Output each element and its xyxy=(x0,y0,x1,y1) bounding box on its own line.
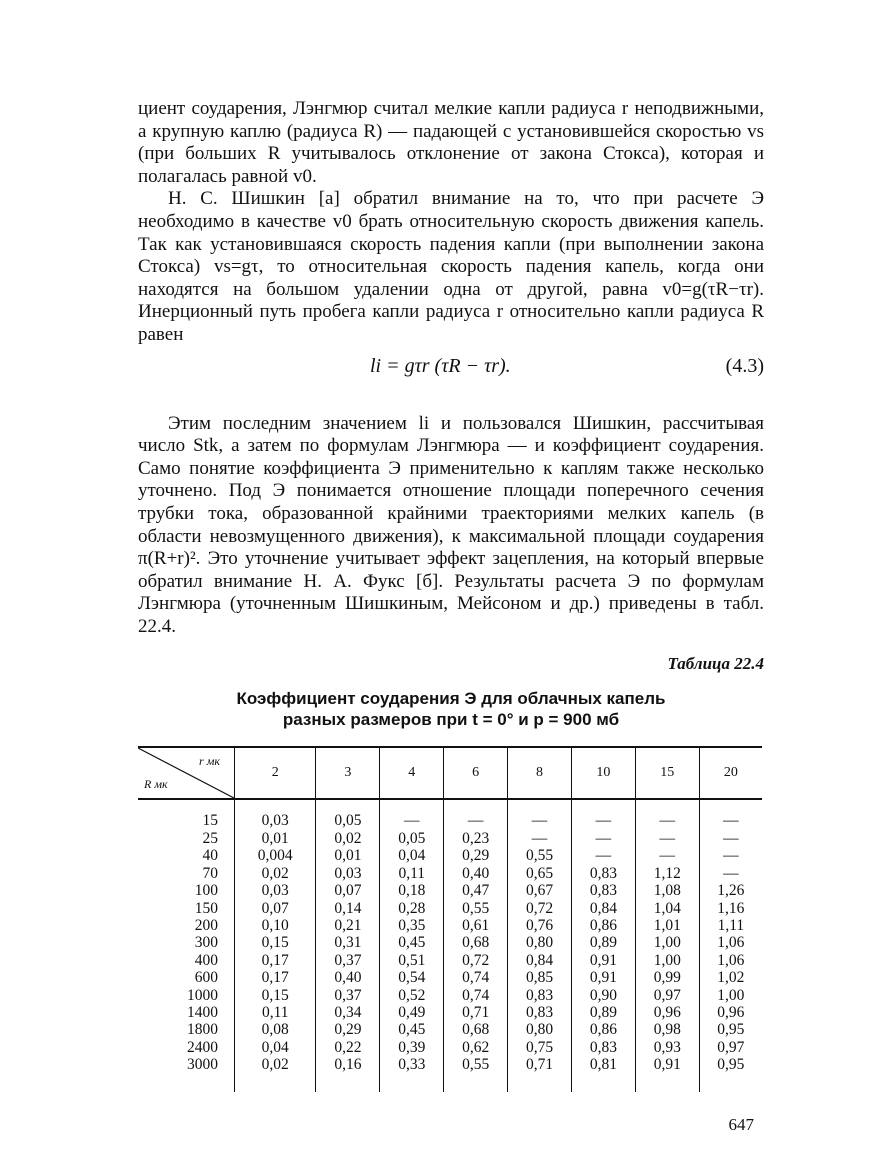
table-cell: — xyxy=(571,830,635,847)
table-cell: 0,97 xyxy=(699,1039,762,1056)
table-cell: 0,45 xyxy=(380,1021,444,1038)
table-row xyxy=(138,917,762,934)
table-cell: 0,80 xyxy=(508,934,572,951)
table-cell: 0,81 xyxy=(571,1056,635,1091)
table-row xyxy=(138,865,762,882)
table-cell: 0,34 xyxy=(316,1004,380,1021)
collision-coefficient-table xyxy=(138,746,762,1091)
table-cell: — xyxy=(635,799,699,829)
table-cell: 0,74 xyxy=(444,969,508,986)
table-row xyxy=(138,987,762,1004)
formula-expression: li = gτr (τR − τr). xyxy=(370,354,511,377)
table-cell: 0,83 xyxy=(571,882,635,899)
table-cell: 0,83 xyxy=(508,987,572,1004)
table-cell: 0,55 xyxy=(508,847,572,864)
table-cell: 0,55 xyxy=(444,900,508,917)
table-cell: 0,40 xyxy=(444,865,508,882)
table-cell: — xyxy=(635,830,699,847)
row-radius-R: 300 xyxy=(194,934,218,952)
table-cell: 0,89 xyxy=(571,934,635,951)
table-cell: 0,68 xyxy=(444,934,508,951)
table-cell: 0,95 xyxy=(699,1056,762,1091)
table-cell: 0,83 xyxy=(508,1004,572,1021)
table-cell: 0,96 xyxy=(699,1004,762,1021)
formula-4-3 xyxy=(138,347,764,387)
table-cell: 0,37 xyxy=(316,987,380,1004)
table-header-row xyxy=(138,747,762,799)
row-radius-R: 1400 xyxy=(187,1003,218,1021)
table-cell: 1,00 xyxy=(635,934,699,951)
table-cell: 1,11 xyxy=(699,917,762,934)
table-cell: 0,02 xyxy=(316,830,380,847)
row-radius-R: 25 xyxy=(202,829,218,847)
table-cell: 0,01 xyxy=(235,830,316,847)
row-radius-R: 40 xyxy=(202,847,218,865)
column-header-r: 10 xyxy=(571,747,635,799)
page-number: 647 xyxy=(728,1115,754,1134)
table-row xyxy=(138,1004,762,1021)
table-cell: 0,86 xyxy=(571,1021,635,1038)
table-row xyxy=(138,1056,762,1091)
table-cell: — xyxy=(571,799,635,829)
row-radius-R: 100 xyxy=(194,882,218,900)
table-title-line2: разных размеров при t = 0° и p = 900 мб xyxy=(282,710,620,730)
table-cell: 0,45 xyxy=(380,934,444,951)
table-cell: 0,11 xyxy=(235,1004,316,1021)
table-cell: 0,54 xyxy=(380,969,444,986)
table-cell: 0,71 xyxy=(508,1056,572,1091)
table-cell: 0,40 xyxy=(316,969,380,986)
table-cell: 0,33 xyxy=(380,1056,444,1091)
table-cell: 0,67 xyxy=(508,882,572,899)
table-row xyxy=(138,830,762,847)
table-cell: 0,08 xyxy=(235,1021,316,1038)
table-cell: — xyxy=(508,830,572,847)
table-body xyxy=(138,799,762,1091)
table-cell: 0,21 xyxy=(316,917,380,934)
table-corner-header xyxy=(138,747,235,799)
table-cell: 0,72 xyxy=(508,900,572,917)
table-cell: 0,89 xyxy=(571,1004,635,1021)
row-radius-R: 70 xyxy=(202,864,218,882)
table-cell: 0,80 xyxy=(508,1021,572,1038)
table-cell: 1,08 xyxy=(635,882,699,899)
header-R-label: R мк xyxy=(144,777,168,792)
table-cell: 0,11 xyxy=(380,865,444,882)
row-radius-R: 1800 xyxy=(187,1021,218,1039)
row-radius-R: 600 xyxy=(194,969,218,987)
column-header-r: 4 xyxy=(380,747,444,799)
table-cell: 0,23 xyxy=(444,830,508,847)
table-cell: 1,02 xyxy=(699,969,762,986)
table-cell: — xyxy=(699,865,762,882)
table-cell: 0,29 xyxy=(444,847,508,864)
table-row xyxy=(138,847,762,864)
table-cell: 0,93 xyxy=(635,1039,699,1056)
table-cell: 0,74 xyxy=(444,987,508,1004)
column-header-r: 2 xyxy=(235,747,316,799)
table-cell: — xyxy=(699,799,762,829)
row-radius-R: 400 xyxy=(194,951,218,969)
row-radius-R: 3000 xyxy=(187,1056,218,1074)
table-cell: 0,03 xyxy=(316,865,380,882)
paragraph-continued: циент соударения, Лэнгмюр считал мелкие капли радиуса r неподвижными, а крупную каплю (радиуса R) — падающей с установившейся скоростью vs (при больших R учитывалось отклонение от закона Стокса), которая и полагалась равной v0. xyxy=(138,98,764,187)
table-cell: 1,12 xyxy=(635,865,699,882)
table-row xyxy=(138,1021,762,1038)
table-row xyxy=(138,969,762,986)
table-cell: 1,00 xyxy=(699,987,762,1004)
table-cell: 0,49 xyxy=(380,1004,444,1021)
table-title xyxy=(138,688,764,730)
table-cell: 1,16 xyxy=(699,900,762,917)
paragraph-shishkin: Н. С. Шишкин [а] обратил внимание на то, что при расчете Э необходимо в качестве v0 брать относительную скорость движения капель. Так как установившаяся скорость падения капли (при выполнении закона Стокса) vs=gτ, то относительная скорость падения капель, когда они находятся на большом удалении одна от другой, равна v0=g(τR−τr). Инерционный путь пробега капли радиуса r относительно капли радиуса R равен xyxy=(138,188,764,345)
table-cell: — xyxy=(571,847,635,864)
table-cell: 0,04 xyxy=(380,847,444,864)
table-row xyxy=(138,900,762,917)
table-cell: 0,05 xyxy=(316,799,380,829)
table-cell: 0,85 xyxy=(508,969,572,986)
table-cell: — xyxy=(444,799,508,829)
table-cell: 0,22 xyxy=(316,1039,380,1056)
header-r-label: r мк xyxy=(199,754,220,769)
column-header-r: 8 xyxy=(508,747,572,799)
table-cell: 0,86 xyxy=(571,917,635,934)
table-row xyxy=(138,799,762,829)
table-cell: 0,84 xyxy=(571,900,635,917)
table-cell: 0,37 xyxy=(316,952,380,969)
table-cell: 0,004 xyxy=(235,847,316,864)
table-cell: 0,17 xyxy=(235,969,316,986)
table-cell: 0,29 xyxy=(316,1021,380,1038)
table-cell: — xyxy=(699,830,762,847)
table-cell: 0,90 xyxy=(571,987,635,1004)
table-cell: 0,16 xyxy=(316,1056,380,1091)
table-label: Таблица 22.4 xyxy=(667,654,764,674)
table-title-line1: Коэффициент соударения Э для облачных капель xyxy=(236,689,666,709)
table-cell: 0,76 xyxy=(508,917,572,934)
table-cell: 1,00 xyxy=(635,952,699,969)
table-cell: 0,83 xyxy=(571,1039,635,1056)
table-cell: 0,15 xyxy=(235,934,316,951)
table-row xyxy=(138,1039,762,1056)
table-cell: 0,04 xyxy=(235,1039,316,1056)
table-cell: 0,65 xyxy=(508,865,572,882)
table-row xyxy=(138,934,762,951)
table-cell: 0,55 xyxy=(444,1056,508,1091)
table-cell: 0,05 xyxy=(380,830,444,847)
table-cell: — xyxy=(699,847,762,864)
table-cell: 0,91 xyxy=(635,1056,699,1091)
table-row xyxy=(138,882,762,899)
table-cell: 1,06 xyxy=(699,934,762,951)
table-cell: 0,75 xyxy=(508,1039,572,1056)
table-cell: — xyxy=(635,847,699,864)
table-cell: 0,96 xyxy=(635,1004,699,1021)
table-cell: 0,72 xyxy=(444,952,508,969)
table-cell: 0,01 xyxy=(316,847,380,864)
table-cell: 0,10 xyxy=(235,917,316,934)
table-cell: 0,52 xyxy=(380,987,444,1004)
page-body xyxy=(138,98,764,1092)
table-cell: 0,83 xyxy=(571,865,635,882)
table-cell: 0,62 xyxy=(444,1039,508,1056)
table-cell: 1,01 xyxy=(635,917,699,934)
row-radius-R: 150 xyxy=(194,899,218,917)
table-cell: 0,03 xyxy=(235,882,316,899)
table-cell: 0,91 xyxy=(571,969,635,986)
table-cell: 0,07 xyxy=(316,882,380,899)
table-cell: 0,68 xyxy=(444,1021,508,1038)
table-cell: 0,02 xyxy=(235,1056,316,1091)
table-cell: 0,15 xyxy=(235,987,316,1004)
row-radius-R: 2400 xyxy=(187,1038,218,1056)
table-cell: 0,28 xyxy=(380,900,444,917)
table-cell: 0,02 xyxy=(235,865,316,882)
table-cell: — xyxy=(380,799,444,829)
column-header-r: 15 xyxy=(635,747,699,799)
table-cell: 0,61 xyxy=(444,917,508,934)
column-header-r: 3 xyxy=(316,747,380,799)
table-cell: 0,71 xyxy=(444,1004,508,1021)
table-cell: 0,99 xyxy=(635,969,699,986)
column-header-r: 20 xyxy=(699,747,762,799)
table-cell: 0,97 xyxy=(635,987,699,1004)
row-radius-R: 1000 xyxy=(187,986,218,1004)
table-cell: 1,04 xyxy=(635,900,699,917)
table-cell: 1,06 xyxy=(699,952,762,969)
table-cell: 0,14 xyxy=(316,900,380,917)
table-cell: — xyxy=(508,799,572,829)
row-radius-R: 15 xyxy=(202,812,218,830)
table-cell: 0,07 xyxy=(235,900,316,917)
table-cell: 0,17 xyxy=(235,952,316,969)
formula-number: (4.3) xyxy=(725,354,764,377)
table-cell: 0,95 xyxy=(699,1021,762,1038)
table-cell: 1,26 xyxy=(699,882,762,899)
table-cell: 0,47 xyxy=(444,882,508,899)
table-cell: 0,03 xyxy=(235,799,316,829)
table-cell: 0,35 xyxy=(380,917,444,934)
table-cell: 0,39 xyxy=(380,1039,444,1056)
table-cell: 0,51 xyxy=(380,952,444,969)
paragraph-stk: Этим последним значением li и пользовался Шишкин, рассчитывая число Stk, а затем по формулам Лэнгмюра — и коэффициент соударения. Само понятие коэффициента Э применительно к каплям также несколько уточнено. Под Э понимается отношение площади поперечного сечения трубки тока, образованной крайними траекториями мелких капель (в области невозмущенного движения), к максимальной площади соударения π(R+r)². Это уточнение учитывает эффект зацепления, на который впервые обратил внимание Н. А. Фукс [б]. Результаты расчета Э по формулам Лэнгмюра (уточненным Шишкиным, Мейсоном и др.) приведены в табл. 22.4. xyxy=(138,412,764,637)
table-cell: 0,18 xyxy=(380,882,444,899)
table-cell: 0,31 xyxy=(316,934,380,951)
table-cell: 0,91 xyxy=(571,952,635,969)
row-radius-R: 200 xyxy=(194,916,218,934)
column-header-r: 6 xyxy=(444,747,508,799)
table-cell: 0,98 xyxy=(635,1021,699,1038)
table-row xyxy=(138,952,762,969)
table-cell: 0,84 xyxy=(508,952,572,969)
